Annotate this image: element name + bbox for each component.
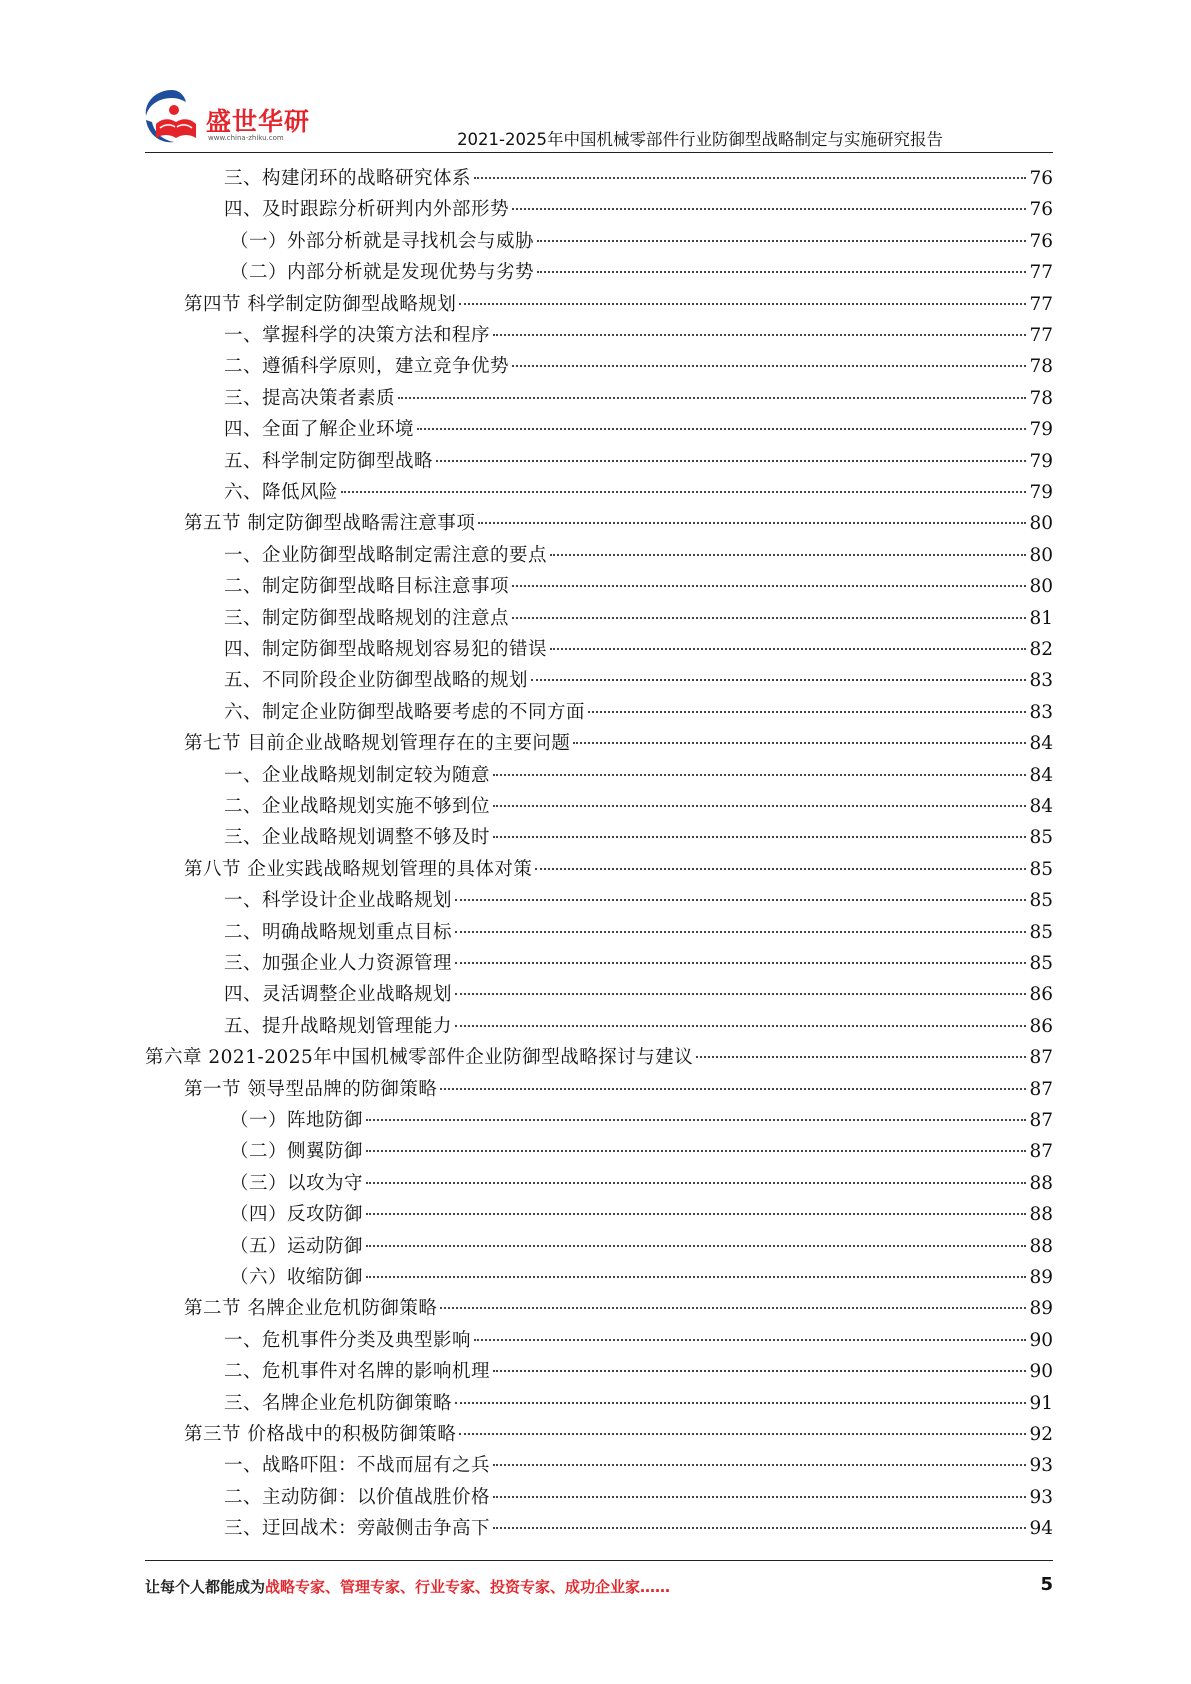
toc-entry-page: 86: [1029, 1015, 1053, 1037]
toc-entry-page: 79: [1029, 482, 1053, 503]
toc-entry[interactable]: [145, 1042, 1053, 1073]
toc-entry-page: 85: [1029, 921, 1053, 943]
toc-entry-title: （一）阵地防御: [230, 1110, 364, 1131]
toc-entry-page: 79: [1029, 419, 1053, 441]
toc-dot-leader: [493, 1464, 1026, 1466]
toc-entry-title: 三、企业战略规划调整不够及时: [224, 827, 491, 849]
toc-entry-title: （五）运动防御: [230, 1235, 364, 1257]
toc-entry-title: 五、不同阶段企业防御型战略的规划: [224, 670, 529, 692]
toc-entry-title: （二）侧翼防御: [230, 1141, 364, 1163]
toc-entry-title: 六、降低风险: [224, 482, 339, 503]
toc-entry[interactable]: [230, 1199, 1053, 1230]
toc-entry-title: 第二节 名牌企业危机防御策略: [184, 1298, 438, 1320]
toc-entry[interactable]: [184, 1293, 1053, 1324]
toc-dot-leader: [341, 491, 1026, 493]
toc-entry-title: （四）反攻防御: [230, 1204, 364, 1226]
toc-entry-title: （一）外部分析就是寻找机会与威胁: [230, 230, 535, 252]
logo-emblem-icon: [138, 84, 208, 150]
toc-entry-page: 88: [1029, 1235, 1053, 1257]
toc-dot-leader: [366, 1245, 1026, 1247]
toc-dot-leader: [455, 993, 1026, 995]
toc-entry-title: 五、科学制定防御型战略: [224, 450, 434, 472]
toc-entry-page: 84: [1029, 733, 1053, 755]
toc-entry-page: 89: [1029, 1267, 1053, 1288]
footer-divider: [145, 1560, 1053, 1561]
toc-entry-title: 第五节 制定防御型战略需注意事项: [184, 513, 476, 535]
logo-url: www.china-zhiku.com: [208, 134, 284, 142]
toc-entry[interactable]: [230, 1105, 1053, 1136]
toc-dot-leader: [537, 240, 1026, 242]
toc-entry[interactable]: [184, 508, 1053, 539]
toc-entry[interactable]: [184, 1419, 1053, 1450]
toc-dot-leader: [512, 208, 1026, 210]
toc-dot-leader: [493, 1496, 1026, 1498]
toc-entry-title: 第八节 企业实践战略规划管理的具体对策: [184, 858, 533, 880]
toc-entry[interactable]: [224, 1356, 1053, 1387]
toc-entry[interactable]: [224, 1450, 1053, 1481]
toc-entry-page: 81: [1029, 607, 1053, 629]
toc-dot-leader: [573, 742, 1026, 744]
toc-dot-leader: [474, 1339, 1026, 1341]
toc-entry-title: 四、灵活调整企业战略规划: [224, 984, 453, 1006]
toc-entry-title: 第六章 2021-2025年中国机械零部件企业防御型战略探讨与建议: [145, 1047, 694, 1069]
footer-slogan: [145, 1576, 670, 1597]
toc-entry-page: 77: [1029, 293, 1053, 315]
toc-entry[interactable]: [230, 226, 1053, 257]
toc-entry-page: 90: [1029, 1361, 1053, 1383]
toc-dot-leader: [493, 836, 1026, 838]
toc-entry-title: 二、危机事件对名牌的影响机理: [224, 1361, 491, 1383]
toc-entry-page: 84: [1029, 764, 1053, 786]
toc-entry[interactable]: [224, 1011, 1053, 1042]
toc-dot-leader: [474, 177, 1026, 179]
toc-dot-leader: [531, 679, 1026, 681]
toc-dot-leader: [535, 868, 1026, 870]
footer-slogan-prefix: 让每个人都能成为: [145, 1578, 266, 1596]
toc-entry-page: 80: [1029, 576, 1053, 598]
toc-entry-title: 二、制定防御型战略目标注意事项: [224, 576, 510, 598]
toc-entry-page: 76: [1029, 230, 1053, 252]
page-header: [0, 0, 1191, 165]
toc-entry-title: 三、名牌企业危机防御策略: [224, 1392, 453, 1414]
toc-entry-title: 二、遵循科学原则，建立竞争优势: [224, 356, 510, 378]
toc-entry-title: 一、科学设计企业战略规划: [224, 890, 453, 912]
toc-entry-title: 一、危机事件分类及典型影响: [224, 1329, 472, 1351]
toc-dot-leader: [537, 271, 1026, 273]
toc-entry-page: 88: [1029, 1204, 1053, 1226]
toc-dot-leader: [493, 334, 1026, 336]
toc-entry-title: 三、加强企业人力资源管理: [224, 953, 453, 974]
toc-entry-title: （二）内部分析就是发现优势与劣势: [230, 262, 535, 284]
toc-dot-leader: [459, 303, 1026, 305]
toc-entry-page: 90: [1029, 1329, 1053, 1351]
toc-entry-page: 87: [1029, 1078, 1053, 1100]
toc-entry[interactable]: [224, 822, 1053, 853]
toc-entry-page: 85: [1029, 890, 1053, 912]
toc-dot-leader: [366, 1150, 1026, 1152]
toc-entry-title: 三、迂回战术：旁敲侧击争高下: [224, 1518, 491, 1540]
toc-entry[interactable]: [224, 917, 1053, 948]
toc-entry-page: 89: [1029, 1298, 1053, 1320]
toc-entry-page: 78: [1029, 387, 1053, 409]
toc-dot-leader: [366, 1213, 1026, 1215]
toc-entry-title: 四、全面了解企业环境: [224, 419, 415, 441]
page-number: 5: [1040, 1574, 1053, 1595]
toc-dot-leader: [366, 1276, 1026, 1278]
toc-entry-page: 83: [1029, 670, 1053, 692]
toc-entry[interactable]: [230, 1168, 1053, 1199]
toc-dot-leader: [440, 1307, 1026, 1309]
toc-entry-page: 94: [1029, 1518, 1053, 1540]
toc-entry-page: 92: [1029, 1424, 1053, 1445]
toc-dot-leader: [436, 460, 1026, 462]
toc-entry-page: 76: [1029, 168, 1053, 189]
toc-entry[interactable]: [184, 854, 1053, 885]
toc-entry[interactable]: [224, 634, 1053, 665]
toc-entry-page: 80: [1029, 544, 1053, 566]
toc-dot-leader: [455, 962, 1026, 964]
toc-entry[interactable]: [184, 1074, 1053, 1105]
toc-entry[interactable]: [230, 1136, 1053, 1167]
toc-entry-page: 80: [1029, 513, 1053, 535]
toc-entry-page: 85: [1029, 827, 1053, 849]
toc-entry[interactable]: [230, 1231, 1053, 1262]
toc-entry-title: 第四节 科学制定防御型战略规划: [184, 293, 457, 315]
toc-entry-title: 四、制定防御型战略规划容易犯的错误: [224, 639, 548, 660]
toc-entry-title: 一、企业防御型战略制定需注意的要点: [224, 544, 548, 566]
toc-entry[interactable]: [224, 948, 1053, 979]
toc-entry[interactable]: [184, 728, 1053, 759]
toc-entry-title: 三、制定防御型战略规划的注意点: [224, 607, 510, 629]
toc-entry-page: 88: [1029, 1172, 1053, 1194]
toc-dot-leader: [512, 585, 1026, 587]
toc-entry[interactable]: [224, 1482, 1053, 1513]
toc-entry-title: 第七节 目前企业战略规划管理存在的主要问题: [184, 733, 571, 755]
toc-entry-page: 83: [1029, 701, 1053, 723]
toc-dot-leader: [493, 774, 1026, 776]
toc-entry-title: 一、掌握科学的决策方法和程序: [224, 325, 491, 346]
toc-dot-leader: [455, 931, 1026, 933]
toc-entry[interactable]: [224, 414, 1053, 445]
toc-entry-title: 一、企业战略规划制定较为随意: [224, 764, 491, 786]
toc-entry[interactable]: [224, 885, 1053, 916]
company-logo: [138, 84, 318, 150]
toc-entry[interactable]: [184, 289, 1053, 320]
toc-entry-page: 85: [1029, 858, 1053, 880]
toc-entry-page: 84: [1029, 796, 1053, 817]
document-title: 2021-2025年中国机械零部件行业防御型战略制定与实施研究报告: [457, 130, 943, 149]
toc-entry-title: 二、主动防御：以价值战胜价格: [224, 1486, 491, 1508]
toc-dot-leader: [493, 1370, 1026, 1372]
toc-entry[interactable]: [224, 697, 1053, 728]
toc-dot-leader: [588, 711, 1026, 713]
toc-entry-page: 93: [1029, 1455, 1053, 1477]
toc-dot-leader: [478, 522, 1026, 524]
footer-slogan-highlight: 战略专家、管理专家、行业专家、投资专家、成功企业家……: [265, 1578, 671, 1596]
toc-entry-title: （六）收缩防御: [230, 1267, 364, 1288]
toc-entry[interactable]: [224, 1388, 1053, 1419]
toc-dot-leader: [550, 648, 1026, 650]
toc-dot-leader: [512, 617, 1026, 619]
toc-dot-leader: [512, 365, 1026, 367]
toc-entry[interactable]: [224, 540, 1053, 571]
toc-entry-page: 87: [1029, 1141, 1053, 1163]
toc-entry-page: 82: [1029, 639, 1053, 660]
toc-entry-page: 85: [1029, 953, 1053, 974]
toc-entry[interactable]: [230, 257, 1053, 288]
toc-entry[interactable]: [224, 979, 1053, 1010]
toc-entry-page: 77: [1029, 262, 1053, 284]
toc-entry-title: 二、企业战略规划实施不够到位: [224, 796, 491, 817]
toc-dot-leader: [696, 1056, 1026, 1058]
header-divider: [145, 152, 1053, 153]
toc-dot-leader: [455, 1025, 1026, 1027]
toc-dot-leader: [440, 1088, 1026, 1090]
toc-entry-title: 第三节 价格战中的积极防御策略: [184, 1424, 457, 1445]
toc-entry-page: 87: [1029, 1047, 1053, 1069]
toc-entry-title: 六、制定企业防御型战略要考虑的不同方面: [224, 701, 586, 723]
toc-entry[interactable]: [224, 383, 1053, 414]
toc-dot-leader: [398, 397, 1026, 399]
toc-dot-leader: [455, 899, 1026, 901]
toc-entry-title: （三）以攻为守: [230, 1172, 364, 1194]
toc-entry-page: 78: [1029, 356, 1053, 378]
toc-entry[interactable]: [224, 163, 1053, 194]
logo-name: 盛世华研: [206, 107, 311, 136]
toc-entry-title: 第一节 领导型品牌的防御策略: [184, 1078, 438, 1100]
toc-entry-page: 77: [1029, 325, 1053, 346]
toc-entry[interactable]: [224, 194, 1053, 225]
toc-entry[interactable]: [224, 477, 1053, 508]
toc-entry-page: 87: [1029, 1110, 1053, 1131]
toc-dot-leader: [493, 1527, 1026, 1529]
toc-entry[interactable]: [224, 791, 1053, 822]
toc-dot-leader: [455, 1402, 1026, 1404]
toc-entry-page: 79: [1029, 450, 1053, 472]
toc-entry-page: 93: [1029, 1486, 1053, 1508]
toc-entry-page: 86: [1029, 984, 1053, 1006]
toc-dot-leader: [493, 805, 1026, 807]
toc-entry-title: 五、提升战略规划管理能力: [224, 1015, 453, 1037]
toc-entry-page: 91: [1029, 1392, 1053, 1414]
toc-entry[interactable]: [224, 571, 1053, 602]
toc-dot-leader: [417, 428, 1026, 430]
toc-entry[interactable]: [224, 665, 1053, 696]
toc-dot-leader: [366, 1119, 1026, 1121]
toc-entry[interactable]: [224, 320, 1053, 351]
toc-entry[interactable]: [230, 1262, 1053, 1293]
toc-entry[interactable]: [224, 1513, 1053, 1544]
toc-entry-title: 二、明确战略规划重点目标: [224, 921, 453, 943]
toc-entry-page: 76: [1029, 199, 1053, 221]
toc-entry[interactable]: [224, 760, 1053, 791]
toc-dot-leader: [550, 554, 1026, 556]
toc-dot-leader: [366, 1182, 1026, 1184]
toc-dot-leader: [459, 1433, 1026, 1435]
toc-entry[interactable]: [224, 351, 1053, 382]
toc-entry[interactable]: [224, 1325, 1053, 1356]
toc-entry-title: 三、提高决策者素质: [224, 387, 396, 409]
toc-entry-title: 四、及时跟踪分析研判内外部形势: [224, 199, 510, 221]
toc-entry-title: 一、战略吓阻：不战而屈有之兵: [224, 1455, 491, 1477]
toc-entry[interactable]: [224, 603, 1053, 634]
toc-entry[interactable]: [224, 446, 1053, 477]
toc-entry-title: 三、构建闭环的战略研究体系: [224, 168, 472, 189]
